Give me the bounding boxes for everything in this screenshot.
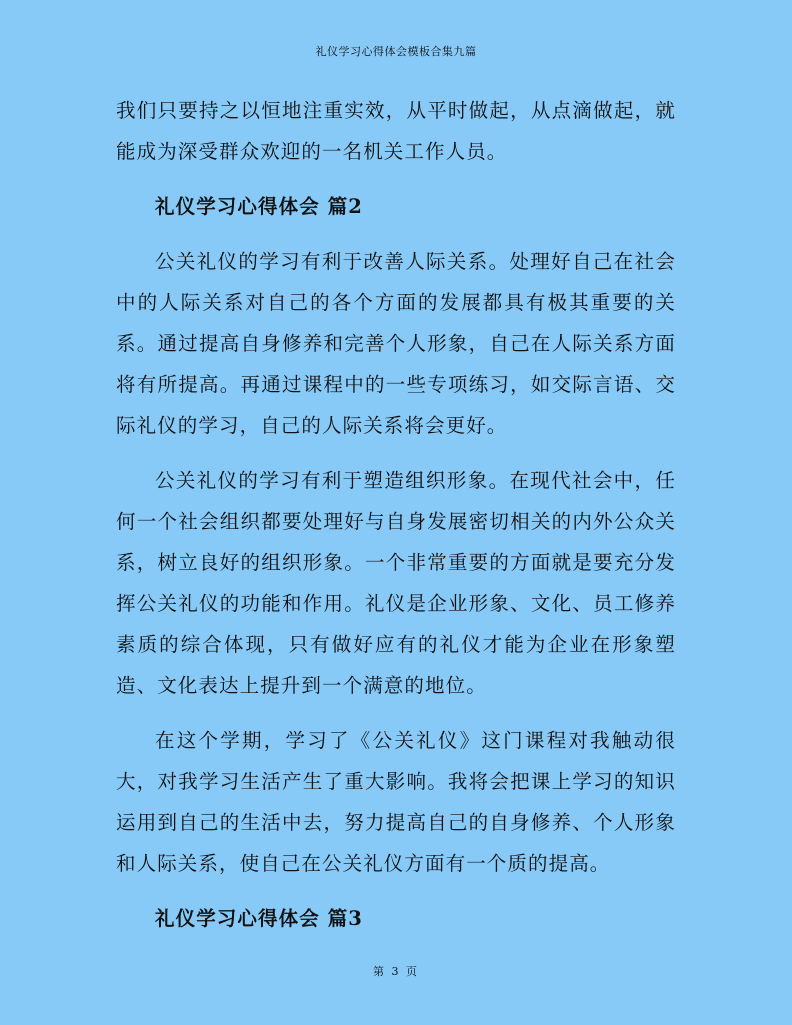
page-header: 礼仪学习心得体会模板合集九篇 xyxy=(315,45,477,58)
paragraph-interpersonal: 公关礼仪的学习有利于改善人际关系。处理好自己在社会中的人际关系对自己的各个方面的发展都具有极其重要的关系。通过提高自身修养和完善个人形象，自己在人际关系方面将有所提高。再通过课程中的一些专项练习，如交际言语、交际礼仪的学习，自己的人际关系将会更好。 xyxy=(116,250,676,437)
paragraph-continuation: 我们只要持之以恒地注重实效，从平时做起，从点滴做起，就能成为深受群众欢迎的一名机关工作人员。 xyxy=(116,99,676,163)
page-number: 第 3 页 xyxy=(373,965,419,978)
section-heading-2: 礼仪学习心得体会 篇2 xyxy=(155,195,363,218)
paragraph-organization-image: 公关礼仪的学习有利于塑造组织形象。在现代社会中，任何一个社会组织都要处理好与自身发展密切相关的内外公众关系，树立良好的组织形象。一个非常重要的方面就是要充分发挥公关礼仪的功能和作用。礼仪是企业形象、文化、员工修养素质的综合体现，只有做好应有的礼仪才能为企业在形象塑造、文化表达上提升到一个满意的地位。 xyxy=(116,469,676,697)
document-body xyxy=(116,90,676,953)
section-heading-3: 礼仪学习心得体会 篇3 xyxy=(155,907,363,930)
paragraph-semester-reflection: 在这个学期，学习了《公关礼仪》这门课程对我触动很大，对我学习生活产生了重大影响。我将会把课上学习的知识运用到自己的生活中去，努力提高自己的自身修养、个人形象和人际关系，使自己在公关礼仪方面有一个质的提高。 xyxy=(116,729,676,875)
